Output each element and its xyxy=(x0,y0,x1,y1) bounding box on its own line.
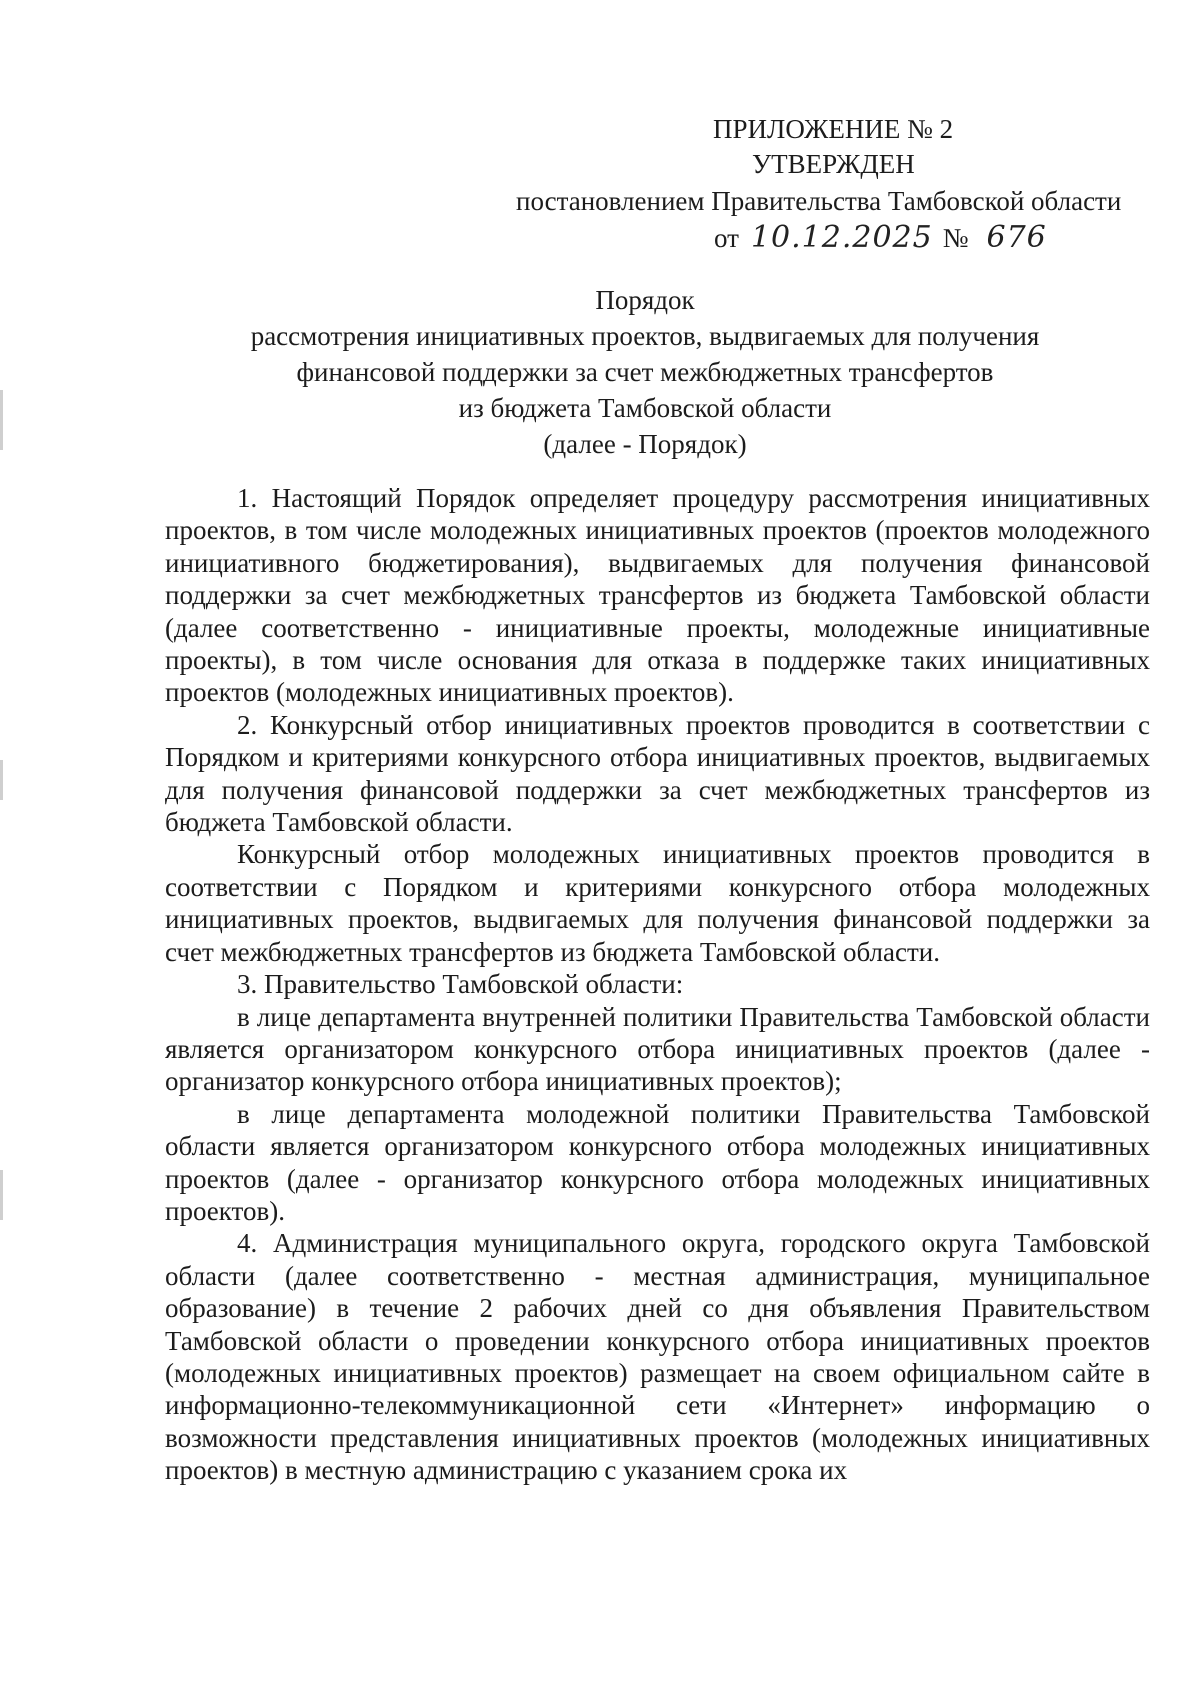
scan-edge-mark xyxy=(0,1170,3,1220)
decree-label: постановлением Правительства Тамбовской области xyxy=(516,186,1122,216)
date-number-row xyxy=(714,220,1047,256)
handwritten-number: 676 xyxy=(986,220,1047,255)
document-title xyxy=(140,282,1150,462)
scan-edge-mark xyxy=(0,760,3,800)
paragraph-3-youth-policy: в лице департамента молодежной политики Правительства Тамбовской области является организатором конкурсного отбора молодежных инициативных проектов (далее - организатор конкурсного отбора молодежных инициативных проектов). xyxy=(165,1098,1150,1226)
scan-edge-mark xyxy=(0,390,3,450)
document-body xyxy=(165,482,1150,1487)
title-line: (далее - Порядок) xyxy=(543,429,747,459)
title-line: финансовой поддержки за счет межбюджетных трансфертов xyxy=(296,357,994,387)
title-line: Порядок xyxy=(595,285,695,315)
title-line: из бюджета Тамбовской области xyxy=(458,393,832,423)
annex-label: ПРИЛОЖЕНИЕ № 2 xyxy=(713,114,954,144)
paragraph-3: 3. Правительство Тамбовской области: xyxy=(237,969,684,1000)
title-line: рассмотрения инициативных проектов, выдвигаемых для получения xyxy=(250,321,1040,351)
paragraph-2: 2. Конкурсный отбор инициативных проектов проводится в соответствии с Порядком и критериями конкурсного отбора инициативных проектов, выдвигаемых для получения финансовой поддержки за счет межбюджетных трансфертов из бюджета Тамбовской области. xyxy=(165,709,1150,838)
paragraph-2-youth: Конкурсный отбор молодежных инициативных проектов проводится в соответствии с Порядком и критериями конкурсного отбора молодежных инициативных проектов, выдвигаемых для получения финансовой поддержки за счет межбюджетных трансфертов из бюджета Тамбовской области. xyxy=(165,839,1150,967)
paragraph-1: 1. Настоящий Порядок определяет процедуру рассмотрения инициативных проектов, в том числе молодежных инициативных проектов (проектов молодежного инициативного бюджетирования), выдвигаемых для получения финансовой поддержки за счет межбюджетных трансфертов из бюджета Тамбовской области (далее соответственно - инициативные проекты, молодежные инициативные проекты), в том числе основания для отказа в поддержке таких инициативных проектов (молодежных инициативных проектов). xyxy=(165,483,1150,708)
paragraph-3-internal-policy: в лице департамента внутренней политики Правительства Тамбовской области является организатором конкурсного отбора инициативных проектов (далее - организатор конкурсного отбора инициативных проектов); xyxy=(165,1001,1150,1097)
approved-label: УТВЕРЖДЕН xyxy=(752,149,915,179)
date-prefix: от xyxy=(714,223,739,253)
paragraph-4: 4. Администрация муниципального округа, городского округа Тамбовской области (далее соответственно - местная администрация, муниципальное образование) в течение 2 рабочих дней со дня объявления Правительством Тамбовской области о проведении конкурсного отбора инициативных проектов (молодежных инициативных проектов) размещает на своем официальном сайте в информационно-телекоммуникационной сети «Интернет» информацию о возможности представления инициативных проектов (молодежных инициативных проектов) в местную администрацию с указанием срока их xyxy=(165,1228,1150,1486)
number-sign: № xyxy=(942,223,969,253)
handwritten-date: 10.12.2025 xyxy=(750,220,933,255)
